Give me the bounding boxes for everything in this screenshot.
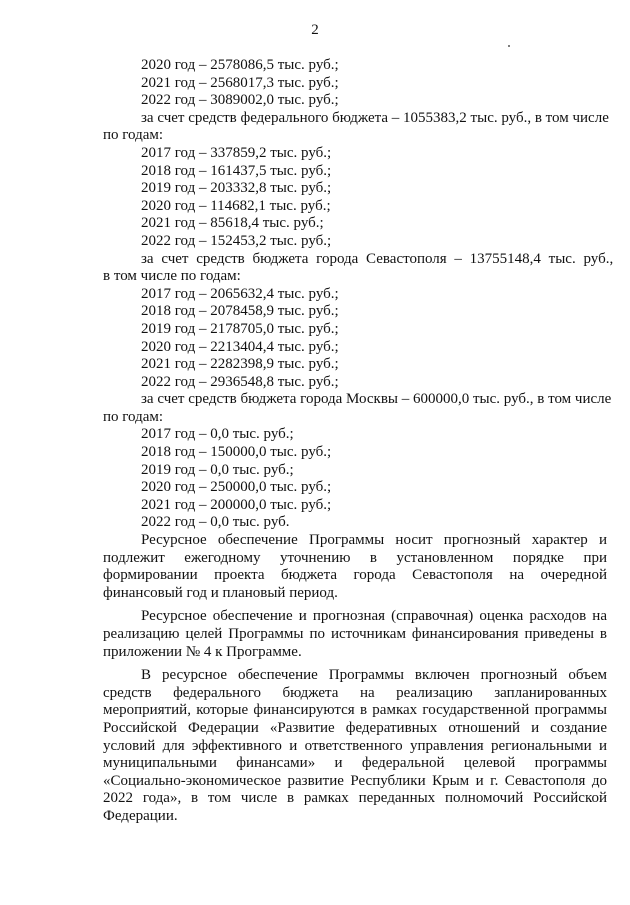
moscow-intro-line: за счет средств бюджета города Москвы – 600000,0 тыс. руб., в том числе xyxy=(141,391,612,408)
year-line: 2021 год – 2568017,3 тыс. руб.; xyxy=(141,74,339,91)
paragraph-forecast: Ресурсное обеспечение Программы носит прогнозный характер и подлежит ежегодному уточнению в установленном порядке при формировании проекта бюджета города Севастополя на очередной финансовый год и плановый период. xyxy=(103,532,607,601)
year-line: 2018 год – 2078458,9 тыс. руб.; xyxy=(141,303,339,320)
year-line: 2019 год – 2178705,0 тыс. руб.; xyxy=(141,320,339,337)
year-line: 2021 год – 200000,0 тыс. руб.; xyxy=(141,496,332,513)
federal-intro-line: по годам: xyxy=(103,127,164,144)
document-body xyxy=(103,57,614,826)
year-line: 2020 год – 2578086,5 тыс. руб.; xyxy=(141,57,339,73)
year-line: 2018 год – 161437,5 тыс. руб.; xyxy=(141,162,332,179)
paragraph-appendix: Ресурсное обеспечение и прогнозная (справочная) оценка расходов на реализацию целей Программы по источникам финансирования приведены в приложении № 4 к Программе. xyxy=(103,608,607,660)
sevastopol-intro-line: за счет средств бюджета города Севастополя – 13755148,4 тыс. руб., xyxy=(141,250,614,267)
year-line: 2022 год – 3089002,0 тыс. руб.; xyxy=(141,92,339,109)
year-line: 2017 год – 2065632,4 тыс. руб.; xyxy=(141,285,339,302)
year-line: 2022 год – 152453,2 тыс. руб.; xyxy=(141,232,332,249)
year-line: 2019 год – 203332,8 тыс. руб.; xyxy=(141,180,332,197)
year-line: 2021 год – 85618,4 тыс. руб.; xyxy=(141,215,324,232)
year-line: 2018 год – 150000,0 тыс. руб.; xyxy=(141,444,332,461)
year-line: 2022 год – 0,0 тыс. руб. xyxy=(141,514,290,531)
year-line: 2022 год – 2936548,8 тыс. руб.; xyxy=(141,373,339,390)
page-number: 2 xyxy=(311,22,319,38)
year-line: 2020 год – 250000,0 тыс. руб.; xyxy=(141,479,332,496)
sevastopol-intro-line: в том числе по годам: xyxy=(103,268,241,285)
moscow-intro-line: по годам: xyxy=(103,408,164,425)
paragraph-federal-programs: В ресурсное обеспечение Программы включен прогнозный объем средств федерального бюджета на реализацию запланированных мероприятий, которые финансируются в рамках государственной программы Российской Федерации «Развитие федеративных отношений и создание условий для эффективного и ответственного управления региональными и муниципальными финансами» и федеральной целевой программы «Социально-экономическое развитие Республики Крым и г. Севастополя до 2022 года», в том числе в рамках переданных полномочий Российской Федерации. xyxy=(103,667,607,824)
year-line: 2019 год – 0,0 тыс. руб.; xyxy=(141,461,294,478)
year-line: 2021 год – 2282398,9 тыс. руб.; xyxy=(141,356,339,373)
federal-intro-line: за счет средств федерального бюджета – 1055383,2 тыс. руб., в том числе xyxy=(141,109,609,126)
year-line: 2020 год – 114682,1 тыс. руб.; xyxy=(141,197,331,214)
year-line: 2017 год – 337859,2 тыс. руб.; xyxy=(141,144,332,161)
scan-speck xyxy=(508,45,510,47)
year-line: 2017 год – 0,0 тыс. руб.; xyxy=(141,426,294,443)
year-line: 2020 год – 2213404,4 тыс. руб.; xyxy=(141,338,339,355)
